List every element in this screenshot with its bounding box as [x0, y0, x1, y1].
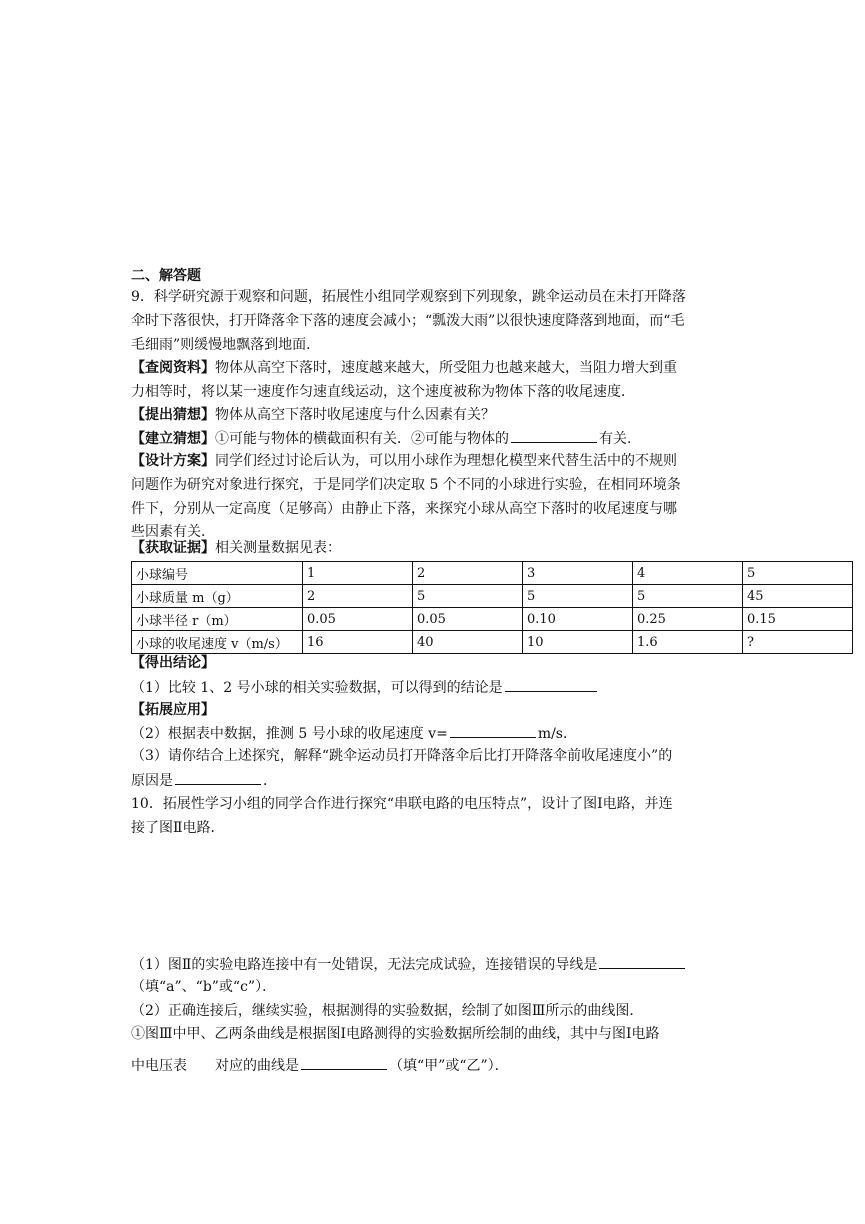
evidence-tag: 【获取证据】 [131, 540, 215, 556]
table-cell: 5 [743, 562, 853, 585]
design-tag: 【设计方案】 [131, 453, 215, 469]
table-cell: 0.15 [743, 608, 853, 631]
q10-sub1-text-a: （1）图Ⅱ的实验电路连接中有一处错误，无法完成试验，连接错误的导线是 [131, 957, 598, 973]
q10-intro-line2: 接了图Ⅱ电路． [131, 820, 225, 836]
apply-tag: 【拓展应用】 [131, 702, 215, 718]
q10-sub2-ii-text-c: （填“甲”或“乙”）． [389, 1058, 509, 1074]
table-cell: 5 [523, 585, 633, 608]
q10-sub1-answer-blank[interactable] [599, 954, 685, 969]
design-text-2: 问题作为研究对象进行探究，于是同学们决定取 5 个不同的小球进行实验，在相同环境条 [131, 477, 681, 493]
build-text-a: ①可能与物体的横截面积有关．②可能与物体的 [215, 431, 509, 447]
q9-sub3-text-a: （3）请你结合上述探究，解释“跳伞运动员打开降落伞后比打开降落伞前收尾速度小”的 [131, 748, 673, 764]
table-cell: 0.10 [523, 608, 633, 631]
consult-text-1: 物体从高空下落时，速度越来越大，所受阻力也越来越大，当阻力增大到重 [215, 360, 677, 376]
q9-sub3-answer-blank[interactable] [175, 770, 261, 785]
evidence-para [131, 538, 341, 558]
q10-intro-line1: 10．拓展性学习小组的同学合作进行探究“串联电路的电压特点”，设计了图Ⅰ电路，并连 [131, 796, 673, 812]
table-cell: 5 [633, 585, 743, 608]
guess-para [131, 405, 495, 425]
table-cell: 40 [413, 631, 523, 654]
q10-sub2: （2）正确连接后，继续实验，根据测得的实验数据，绘制了如图Ⅲ所示的曲线图． [131, 1003, 644, 1019]
table-cell: 5 [413, 585, 523, 608]
table-cell: 4 [633, 562, 743, 585]
table-cell: 小球质量 m（g） [132, 585, 303, 608]
guess-tag: 【提出猜想】 [131, 407, 215, 423]
consult-tag: 【查阅资料】 [131, 360, 215, 376]
q9-intro-line2: 伞时下落很快，打开降落伞下落的速度会减小；“瓢泼大雨”以很快速度降落到地面，而“毛 [131, 313, 685, 329]
q9-sub1-text: （1）比较 1、2 号小球的相关实验数据，可以得到的结论是 [131, 680, 503, 696]
q9-sub1-answer-blank[interactable] [505, 677, 597, 692]
consult-text-2: 力相等时，将以某一速度作匀速直线运动，这个速度被称为物体下落的收尾速度． [131, 384, 635, 400]
table-cell: 10 [523, 631, 633, 654]
q9-sub1 [131, 677, 599, 698]
table-cell: 16 [303, 631, 413, 654]
table-cell: 1 [303, 562, 413, 585]
design-para-1 [131, 451, 677, 471]
q10-sub2-ii-answer-blank[interactable] [301, 1055, 387, 1070]
table-cell: ? [743, 631, 853, 654]
design-text-3: 件下，分别从一定高度（足够高）由静止下落，来探究小球从高空下落时的收尾速度与哪 [131, 501, 677, 517]
build-para [131, 428, 641, 449]
table-cell: 2 [303, 585, 413, 608]
table-cell: 1.6 [633, 631, 743, 654]
q9-sub3-line2 [131, 770, 277, 791]
q9-sub3-text-c: ． [263, 773, 277, 789]
q9-sub2 [131, 723, 577, 744]
section-title: 二、解答题 [131, 268, 201, 284]
table-cell: 小球编号 [132, 562, 303, 585]
q10-sub1-text-b: （填“a”、“b”或“c”）． [131, 979, 277, 995]
q10-sub2-i: ①图Ⅲ中甲、乙两条曲线是根据图Ⅰ电路测得的实验数据所绘制的曲线，其中与图Ⅰ电路 [131, 1026, 660, 1042]
conclusion-tag: 【得出结论】 [131, 655, 215, 671]
q9-sub3-text-b: 原因是 [131, 773, 173, 789]
q9-sub2-answer-blank[interactable] [450, 723, 536, 738]
q10-sub2-ii [131, 1055, 509, 1076]
build-tag: 【建立猜想】 [131, 431, 215, 447]
q9-intro-line1: 9．科学研究源于观察和问题，拓展性小组同学观察到下列现象，跳伞运动员在未打开降落 [131, 289, 686, 305]
table-cell: 0.05 [413, 608, 523, 631]
q10-sub2-ii-text-b: 对应的曲线是 [215, 1058, 299, 1074]
design-text-4: 些因素有关． [131, 524, 215, 540]
q9-sub2-text-a: （2）根据表中数据，推测 5 号小球的收尾速度 v= [131, 726, 448, 742]
table-row [132, 608, 853, 631]
consult-para-1 [131, 358, 677, 378]
table-row [132, 631, 853, 654]
build-answer-blank[interactable] [511, 428, 597, 443]
build-text-b: 有关． [599, 431, 641, 447]
table-cell: 小球的收尾速度 v（m/s） [132, 631, 303, 654]
q9-intro-line3: 毛细雨”则缓慢地飘落到地面． [131, 337, 321, 353]
q10-sub1 [131, 954, 687, 975]
table-cell: 0.05 [303, 608, 413, 631]
table-cell: 小球半径 r（m） [132, 608, 303, 631]
table-cell: 2 [413, 562, 523, 585]
q9-sub2-text-b: m/s． [537, 726, 577, 742]
evidence-text: 相关测量数据见表： [215, 540, 341, 556]
q10-sub2-ii-text-a: 中电压表 [131, 1058, 187, 1074]
table-cell: 3 [523, 562, 633, 585]
table-cell: 45 [743, 585, 853, 608]
measurement-table [131, 561, 853, 654]
table-row [132, 562, 853, 585]
table-cell: 0.25 [633, 608, 743, 631]
design-text-1: 同学们经过讨论后认为，可以用小球作为理想化模型来代替生活中的不规则 [215, 453, 677, 469]
guess-text: 物体从高空下落时收尾速度与什么因素有关？ [215, 407, 495, 423]
table-row [132, 585, 853, 608]
